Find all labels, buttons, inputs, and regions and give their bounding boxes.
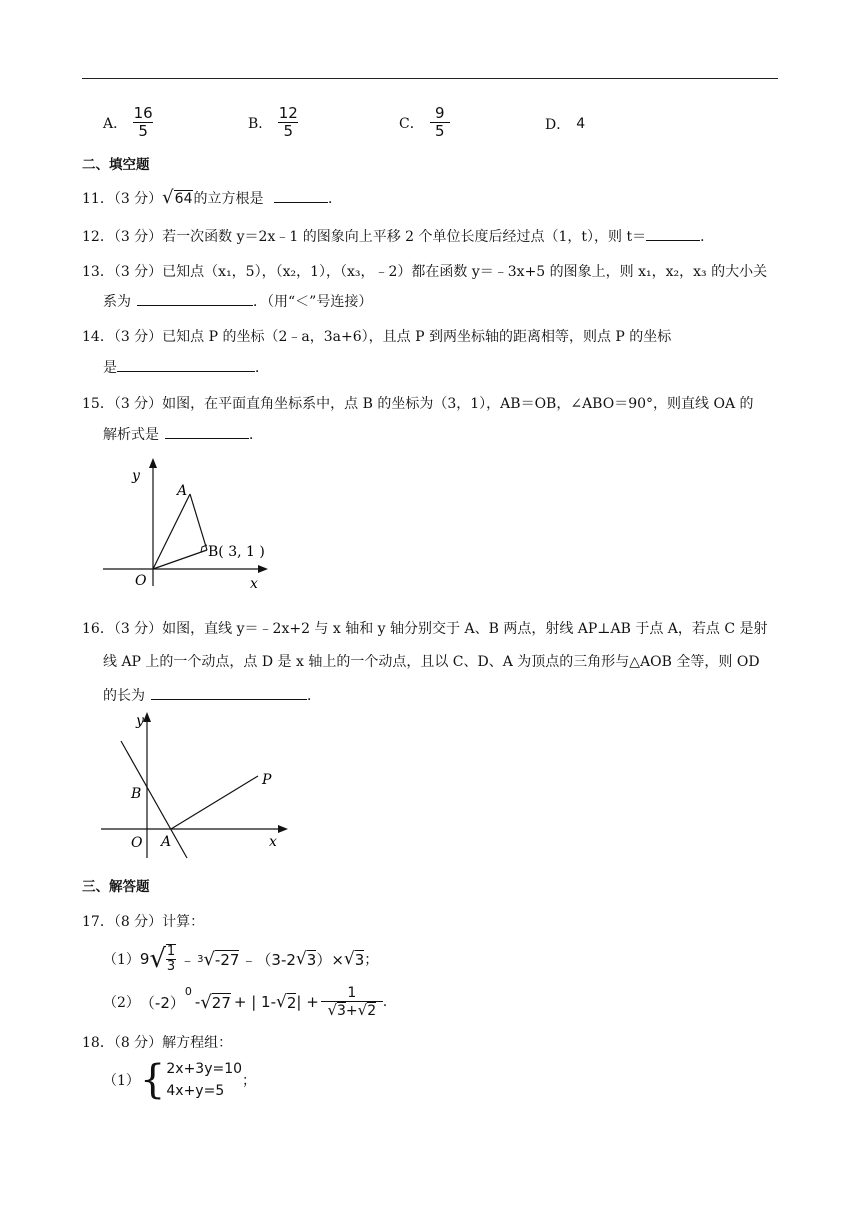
fraction: $\frac{12}{5}$: [278, 104, 298, 140]
sqrt-symbol: √: [162, 187, 174, 208]
question-17-part1: （1） 9 √ $\frac{1}{3}$ ﹣ 3 √ -27 ﹣（3-2 √ 3 ）× √ 3 ；: [103, 944, 379, 974]
question-16-line2: 线 AP 上的一个动点，点 D 是 x 轴上的一个动点，且以 C、D、A 为顶点的三角形与△AOB 全等，则 OD: [103, 654, 760, 670]
section-title-fill: 二、填空题: [82, 157, 150, 173]
section-title-solve: 三、解答题: [82, 879, 150, 895]
fraction: $\frac{16}{5}$: [133, 104, 153, 140]
answer-blank[interactable]: [274, 188, 328, 203]
sqrt-symbol: √: [149, 944, 167, 974]
y-arrow: [149, 458, 157, 468]
question-13-line2: 系为 ．（用“＜”号连接）: [103, 291, 372, 312]
header-rule: [82, 78, 778, 79]
answer-blank[interactable]: [137, 291, 253, 306]
brace: {: [139, 1057, 166, 1103]
y-arrow: [143, 712, 151, 722]
equation-1: 2x+3y=10: [166, 1061, 243, 1077]
question-16-line3: 的长为 ．: [103, 685, 321, 706]
ray-ap: [171, 776, 258, 829]
x-arrow: [278, 825, 288, 833]
answer-blank[interactable]: [117, 357, 255, 372]
answer-blank[interactable]: [646, 226, 700, 241]
point-a-label: A: [161, 834, 172, 850]
question-15-line2: 解析式是 ．: [103, 424, 263, 445]
question-17-head: 17．（8 分）计算：: [82, 914, 205, 930]
origin-label: O: [131, 835, 143, 851]
question-16-line1: 16．（3 分）如图，直线 y＝﹣2x+2 与 x 轴和 y 轴分别交于 A、B 两点，射线 AP⊥AB 于点 A，若点 C 是射: [82, 621, 768, 637]
answer-blank[interactable]: [165, 424, 249, 439]
equation-2: 4x+y=5: [166, 1083, 225, 1099]
x-label: x: [269, 834, 277, 850]
fraction: $\frac{1}{√3+√2}$: [321, 985, 383, 1019]
figure-q16: [98, 708, 294, 860]
question-14-line2: 是 ．: [103, 357, 269, 378]
segment-ab: [190, 494, 207, 550]
question-15-line1: 15．（3 分）如图，在平面直角坐标系中，点 B 的坐标为（3，1），AB＝OB，∠ABO＝90°，则直线 OA 的: [82, 396, 754, 412]
option-d: D． 4: [545, 116, 586, 133]
point-a-label: A: [177, 483, 188, 499]
question-18-part1: （1） { 2x+3y=10 4x+y=5 ；: [103, 1057, 257, 1103]
question-12: 12．（3 分）若一次函数 y＝2x﹣1 的图象向上平移 2 个单位长度后经过点（1，t），则 t＝ ．: [82, 226, 714, 247]
fraction: $\frac{9}{5}$: [430, 105, 450, 140]
question-13-line1: 13．（3 分）已知点（x₁，5），（x₂，1），（x₃，﹣2）都在函数 y＝﹣3x+5 的图象上，则 x₁，x₂，x₃ 的大小关: [82, 264, 768, 280]
question-18-head: 18．（8 分）解方程组：: [82, 1035, 233, 1051]
point-b-label: B( 3, 1 ): [208, 544, 265, 560]
point-b-label: B: [131, 786, 142, 802]
point-p-label: P: [262, 772, 272, 788]
option-a: A． $\frac{16}{5}$: [103, 104, 153, 140]
question-14-line1: 14．（3 分）已知点 P 的坐标（2﹣a，3a+6），且点 P 到两坐标轴的距离相等，则点 P 的坐标: [82, 329, 672, 345]
answer-blank[interactable]: [151, 685, 307, 700]
option-c: C． $\frac{9}{5}$: [399, 105, 450, 140]
y-label: y: [136, 713, 144, 729]
option-b: B． $\frac{12}{5}$: [248, 104, 298, 140]
origin-label: O: [135, 573, 147, 589]
x-label: x: [250, 576, 258, 590]
figure-q15: [98, 458, 280, 590]
question-17-part2: （2） （-2） $^0$ - √ 27 + | 1- √ 2 | + $\frac{1}{√3+√2}$ .: [103, 985, 388, 1019]
y-label: y: [132, 468, 140, 484]
question-11: 11．（3 分）√64的立方根是 ．: [82, 187, 342, 208]
x-arrow: [258, 565, 268, 573]
